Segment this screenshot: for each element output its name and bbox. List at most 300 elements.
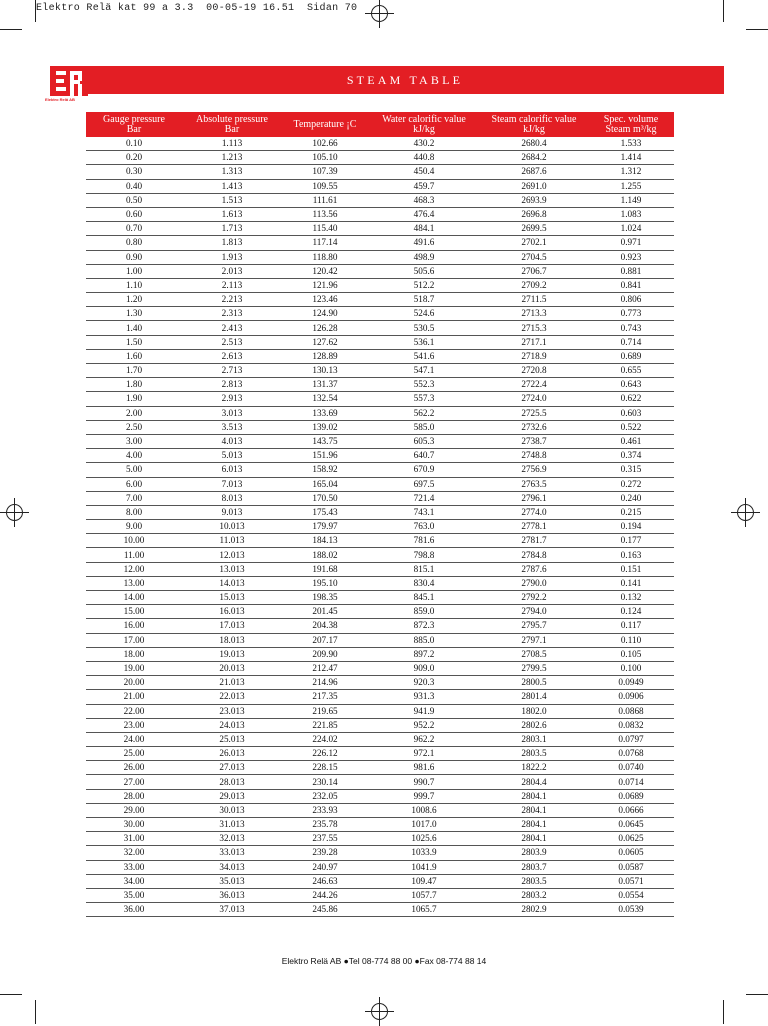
table-cell: 191.68: [282, 562, 368, 576]
table-cell: 2756.9: [480, 463, 588, 477]
table-cell: 670.9: [368, 463, 480, 477]
table-cell: 27.00: [86, 775, 182, 789]
table-cell: 2.113: [182, 278, 282, 292]
table-cell: 2.913: [182, 392, 282, 406]
table-cell: 0.0554: [588, 888, 674, 902]
table-cell: 21.00: [86, 690, 182, 704]
table-row: [86, 378, 674, 392]
table-cell: 237.55: [282, 832, 368, 846]
table-cell: 2802.6: [480, 718, 588, 732]
table-cell: 26.00: [86, 761, 182, 775]
table-cell: 2803.5: [480, 747, 588, 761]
table-cell: 0.0539: [588, 903, 674, 917]
table-cell: 798.8: [368, 548, 480, 562]
header-spec-volume: Spec. volume Steam m³/kg: [588, 112, 674, 137]
table-cell: 217.35: [282, 690, 368, 704]
table-row: [86, 718, 674, 732]
table-cell: 1.113: [182, 137, 282, 151]
print-slug-line: Elektro Relä kat 99 a 3.3 00-05-19 16.51 Sidan 70: [36, 3, 358, 14]
table-cell: 0.0768: [588, 747, 674, 761]
table-cell: 0.0740: [588, 761, 674, 775]
table-cell: 1.255: [588, 179, 674, 193]
table-cell: 19.00: [86, 661, 182, 675]
table-cell: 897.2: [368, 647, 480, 661]
table-cell: 105.10: [282, 151, 368, 165]
table-cell: 27.013: [182, 761, 282, 775]
table-row: [86, 534, 674, 548]
table-cell: 0.522: [588, 420, 674, 434]
footer-contact: [0, 956, 768, 966]
table-cell: 2.013: [182, 264, 282, 278]
table-cell: 1.149: [588, 193, 674, 207]
table-cell: 117.14: [282, 236, 368, 250]
table-cell: 121.96: [282, 278, 368, 292]
table-cell: 743.1: [368, 505, 480, 519]
table-cell: 1.024: [588, 222, 674, 236]
table-cell: 33.013: [182, 846, 282, 860]
table-row: [86, 832, 674, 846]
table-cell: 1.80: [86, 378, 182, 392]
table-cell: 781.6: [368, 534, 480, 548]
table-row: [86, 463, 674, 477]
table-cell: 536.1: [368, 335, 480, 349]
page-title-banner: [86, 66, 724, 94]
table-cell: 859.0: [368, 605, 480, 619]
table-cell: 2680.4: [480, 137, 588, 151]
table-cell: 107.39: [282, 165, 368, 179]
table-cell: 0.110: [588, 633, 674, 647]
table-cell: 0.30: [86, 165, 182, 179]
table-cell: 2804.4: [480, 775, 588, 789]
table-cell: 228.15: [282, 761, 368, 775]
table-cell: 2702.1: [480, 236, 588, 250]
table-row: [86, 392, 674, 406]
table-cell: 430.2: [368, 137, 480, 151]
table-row: [86, 874, 674, 888]
table-cell: 2794.0: [480, 605, 588, 619]
table-row: [86, 179, 674, 193]
table-cell: 721.4: [368, 491, 480, 505]
table-cell: 2803.9: [480, 846, 588, 860]
table-cell: 20.00: [86, 676, 182, 690]
table-row: [86, 278, 674, 292]
table-cell: 143.75: [282, 434, 368, 448]
table-row: [86, 860, 674, 874]
table-cell: 1057.7: [368, 888, 480, 902]
table-cell: 132.54: [282, 392, 368, 406]
table-cell: 123.46: [282, 293, 368, 307]
table-cell: 34.00: [86, 874, 182, 888]
table-cell: 28.013: [182, 775, 282, 789]
table-cell: 0.60: [86, 207, 182, 221]
table-cell: 126.28: [282, 321, 368, 335]
table-cell: 207.17: [282, 633, 368, 647]
crop-mark: [723, 0, 724, 22]
table-cell: 6.00: [86, 477, 182, 491]
table-row: [86, 732, 674, 746]
table-row: [86, 236, 674, 250]
table-cell: 23.013: [182, 704, 282, 718]
table-cell: 450.4: [368, 165, 480, 179]
table-cell: 2718.9: [480, 349, 588, 363]
table-cell: 8.00: [86, 505, 182, 519]
table-cell: 2.313: [182, 307, 282, 321]
table-cell: 6.013: [182, 463, 282, 477]
table-row: [86, 335, 674, 349]
table-cell: 0.0605: [588, 846, 674, 860]
table-cell: 0.70: [86, 222, 182, 236]
table-cell: 1.414: [588, 151, 674, 165]
table-cell: 547.1: [368, 364, 480, 378]
table-row: [86, 747, 674, 761]
table-cell: 0.0587: [588, 860, 674, 874]
table-row: [86, 818, 674, 832]
table-cell: 2738.7: [480, 434, 588, 448]
table-cell: 2795.7: [480, 619, 588, 633]
table-cell: 498.9: [368, 250, 480, 264]
table-cell: 2717.1: [480, 335, 588, 349]
table-cell: 0.90: [86, 250, 182, 264]
table-row: [86, 562, 674, 576]
registration-mark-icon: [737, 504, 754, 521]
table-cell: 10.00: [86, 534, 182, 548]
table-cell: 491.6: [368, 236, 480, 250]
table-cell: 605.3: [368, 434, 480, 448]
table-cell: 170.50: [282, 491, 368, 505]
table-cell: 2732.6: [480, 420, 588, 434]
table-cell: 2725.5: [480, 406, 588, 420]
table-cell: 3.513: [182, 420, 282, 434]
table-cell: 195.10: [282, 576, 368, 590]
table-cell: 139.02: [282, 420, 368, 434]
table-cell: 1.513: [182, 193, 282, 207]
table-cell: 2713.3: [480, 307, 588, 321]
table-cell: 230.14: [282, 775, 368, 789]
table-cell: 2711.5: [480, 293, 588, 307]
table-cell: 32.00: [86, 846, 182, 860]
table-cell: 530.5: [368, 321, 480, 335]
table-cell: 885.0: [368, 633, 480, 647]
table-cell: 131.37: [282, 378, 368, 392]
table-cell: 2.413: [182, 321, 282, 335]
table-cell: 22.00: [86, 704, 182, 718]
table-cell: 0.0645: [588, 818, 674, 832]
table-cell: 557.3: [368, 392, 480, 406]
table-cell: 23.00: [86, 718, 182, 732]
table-cell: 17.013: [182, 619, 282, 633]
table-cell: 0.773: [588, 307, 674, 321]
table-cell: 0.0625: [588, 832, 674, 846]
table-row: [86, 250, 674, 264]
table-cell: 2796.1: [480, 491, 588, 505]
table-cell: 2.813: [182, 378, 282, 392]
table-cell: 2708.5: [480, 647, 588, 661]
table-cell: 2790.0: [480, 576, 588, 590]
table-cell: 204.38: [282, 619, 368, 633]
page-title: STEAM TABLE: [346, 72, 464, 87]
registration-mark-icon: [371, 1003, 388, 1020]
table-row: [86, 505, 674, 519]
table-cell: 2709.2: [480, 278, 588, 292]
table-cell: 1.40: [86, 321, 182, 335]
table-cell: 219.65: [282, 704, 368, 718]
table-cell: 0.40: [86, 179, 182, 193]
table-cell: 118.80: [282, 250, 368, 264]
table-cell: 0.841: [588, 278, 674, 292]
table-cell: 30.00: [86, 818, 182, 832]
table-cell: 1.90: [86, 392, 182, 406]
table-cell: 235.78: [282, 818, 368, 832]
table-cell: 111.61: [282, 193, 368, 207]
table-row: [86, 704, 674, 718]
table-cell: 2797.1: [480, 633, 588, 647]
table-cell: 1.313: [182, 165, 282, 179]
table-cell: 0.105: [588, 647, 674, 661]
table-cell: 245.86: [282, 903, 368, 917]
table-cell: 11.00: [86, 548, 182, 562]
table-cell: 1.213: [182, 151, 282, 165]
table-cell: 640.7: [368, 449, 480, 463]
table-cell: 11.013: [182, 534, 282, 548]
table-cell: 1822.2: [480, 761, 588, 775]
footer-tel: Tel 08-774 88 00: [348, 956, 413, 966]
table-cell: 15.00: [86, 605, 182, 619]
table-cell: 1.613: [182, 207, 282, 221]
crop-mark: [35, 1000, 36, 1024]
table-cell: 0.124: [588, 605, 674, 619]
table-cell: 476.4: [368, 207, 480, 221]
table-cell: 2801.4: [480, 690, 588, 704]
table-cell: 931.3: [368, 690, 480, 704]
table-cell: 36.00: [86, 903, 182, 917]
table-cell: 14.00: [86, 591, 182, 605]
table-cell: 21.013: [182, 676, 282, 690]
table-cell: 5.00: [86, 463, 182, 477]
table-cell: 872.3: [368, 619, 480, 633]
table-cell: 31.00: [86, 832, 182, 846]
table-cell: 2699.5: [480, 222, 588, 236]
table-cell: 2804.1: [480, 818, 588, 832]
table-cell: 2696.8: [480, 207, 588, 221]
table-cell: 1.20: [86, 293, 182, 307]
table-cell: 0.461: [588, 434, 674, 448]
table-row: [86, 222, 674, 236]
table-cell: 2687.6: [480, 165, 588, 179]
table-cell: 26.013: [182, 747, 282, 761]
table-row: [86, 207, 674, 221]
table-row: [86, 690, 674, 704]
table-cell: 0.100: [588, 661, 674, 675]
table-cell: 0.622: [588, 392, 674, 406]
table-row: [86, 888, 674, 902]
header-absolute-pressure: Absolute pressure Bar: [182, 112, 282, 137]
table-cell: 1008.6: [368, 803, 480, 817]
table-cell: 113.56: [282, 207, 368, 221]
table-cell: 5.013: [182, 449, 282, 463]
table-cell: 2704.5: [480, 250, 588, 264]
table-cell: 0.117: [588, 619, 674, 633]
table-cell: 165.04: [282, 477, 368, 491]
table-cell: 35.00: [86, 888, 182, 902]
table-cell: 14.013: [182, 576, 282, 590]
table-cell: 4.013: [182, 434, 282, 448]
table-cell: 25.013: [182, 732, 282, 746]
table-cell: 233.93: [282, 803, 368, 817]
registration-mark-icon: [6, 504, 23, 521]
table-row: [86, 165, 674, 179]
table-row: [86, 321, 674, 335]
table-cell: 1.413: [182, 179, 282, 193]
table-cell: 198.35: [282, 591, 368, 605]
table-cell: 524.6: [368, 307, 480, 321]
table-row: [86, 633, 674, 647]
table-cell: 28.00: [86, 789, 182, 803]
table-row: [86, 761, 674, 775]
table-cell: 0.971: [588, 236, 674, 250]
table-body: [86, 137, 674, 917]
table-row: [86, 846, 674, 860]
table-cell: 1.70: [86, 364, 182, 378]
table-cell: 0.603: [588, 406, 674, 420]
table-cell: 10.013: [182, 520, 282, 534]
table-cell: 0.132: [588, 591, 674, 605]
table-cell: 13.013: [182, 562, 282, 576]
footer-company: Elektro Relä AB: [281, 956, 342, 966]
table-cell: 1.312: [588, 165, 674, 179]
table-cell: 962.2: [368, 732, 480, 746]
table-cell: 2706.7: [480, 264, 588, 278]
table-cell: 2691.0: [480, 179, 588, 193]
table-cell: 221.85: [282, 718, 368, 732]
table-cell: 2804.1: [480, 803, 588, 817]
table-cell: 16.013: [182, 605, 282, 619]
table-cell: 1.713: [182, 222, 282, 236]
table-cell: 0.20: [86, 151, 182, 165]
table-cell: 115.40: [282, 222, 368, 236]
table-cell: 30.013: [182, 803, 282, 817]
table-cell: 585.0: [368, 420, 480, 434]
crop-mark: [746, 994, 768, 995]
table-cell: 484.1: [368, 222, 480, 236]
table-cell: 15.013: [182, 591, 282, 605]
table-cell: 212.47: [282, 661, 368, 675]
table-cell: 2684.2: [480, 151, 588, 165]
table-cell: 763.0: [368, 520, 480, 534]
table-cell: 972.1: [368, 747, 480, 761]
registration-mark-icon: [371, 5, 388, 22]
table-cell: 1041.9: [368, 860, 480, 874]
table-row: [86, 903, 674, 917]
table-cell: 0.0949: [588, 676, 674, 690]
table-cell: 214.96: [282, 676, 368, 690]
table-cell: 0.177: [588, 534, 674, 548]
table-row: [86, 591, 674, 605]
table-cell: 1802.0: [480, 704, 588, 718]
table-cell: 240.97: [282, 860, 368, 874]
table-cell: 2724.0: [480, 392, 588, 406]
table-row: [86, 520, 674, 534]
table-row: [86, 293, 674, 307]
table-cell: 18.00: [86, 647, 182, 661]
table-cell: 845.1: [368, 591, 480, 605]
table-cell: 2.513: [182, 335, 282, 349]
table-cell: 0.643: [588, 378, 674, 392]
table-row: [86, 264, 674, 278]
table-cell: 244.26: [282, 888, 368, 902]
table-cell: 830.4: [368, 576, 480, 590]
table-cell: 22.013: [182, 690, 282, 704]
table-cell: 109.55: [282, 179, 368, 193]
logo-company-name: Elektro Relä AB: [45, 97, 75, 102]
table-cell: 2800.5: [480, 676, 588, 690]
table-cell: 697.5: [368, 477, 480, 491]
table-cell: 0.0832: [588, 718, 674, 732]
table-cell: 2763.5: [480, 477, 588, 491]
table-cell: 459.7: [368, 179, 480, 193]
table-cell: 999.7: [368, 789, 480, 803]
table-cell: 3.013: [182, 406, 282, 420]
table-cell: 16.00: [86, 619, 182, 633]
table-cell: 0.655: [588, 364, 674, 378]
table-cell: 24.013: [182, 718, 282, 732]
table-cell: 209.90: [282, 647, 368, 661]
table-cell: 2803.7: [480, 860, 588, 874]
table-cell: 127.62: [282, 335, 368, 349]
table-cell: 0.80: [86, 236, 182, 250]
table-cell: 1025.6: [368, 832, 480, 846]
table-cell: 124.90: [282, 307, 368, 321]
table-cell: 541.6: [368, 349, 480, 363]
table-cell: 4.00: [86, 449, 182, 463]
table-cell: 130.13: [282, 364, 368, 378]
table-cell: 0.0906: [588, 690, 674, 704]
table-cell: 1017.0: [368, 818, 480, 832]
table-cell: 0.0666: [588, 803, 674, 817]
table-cell: 2781.7: [480, 534, 588, 548]
table-cell: 29.00: [86, 803, 182, 817]
table-cell: 179.97: [282, 520, 368, 534]
table-cell: 562.2: [368, 406, 480, 420]
table-cell: 2792.2: [480, 591, 588, 605]
table-row: [86, 803, 674, 817]
table-cell: 32.013: [182, 832, 282, 846]
table-row: [86, 420, 674, 434]
table-cell: 34.013: [182, 860, 282, 874]
table-cell: 815.1: [368, 562, 480, 576]
table-cell: 0.0689: [588, 789, 674, 803]
table-row: [86, 576, 674, 590]
table-cell: 1.10: [86, 278, 182, 292]
table-cell: 175.43: [282, 505, 368, 519]
table-cell: 0.215: [588, 505, 674, 519]
table-cell: 36.013: [182, 888, 282, 902]
table-cell: 12.013: [182, 548, 282, 562]
table-cell: 1.083: [588, 207, 674, 221]
table-cell: 120.42: [282, 264, 368, 278]
table-cell: 232.05: [282, 789, 368, 803]
table-row: [86, 349, 674, 363]
table-cell: 0.923: [588, 250, 674, 264]
table-cell: 2803.5: [480, 874, 588, 888]
table-cell: 31.013: [182, 818, 282, 832]
table-cell: 226.12: [282, 747, 368, 761]
table-cell: 151.96: [282, 449, 368, 463]
table-cell: 552.3: [368, 378, 480, 392]
table-cell: 37.013: [182, 903, 282, 917]
table-cell: 7.00: [86, 491, 182, 505]
table-cell: 2693.9: [480, 193, 588, 207]
table-cell: 1.50: [86, 335, 182, 349]
